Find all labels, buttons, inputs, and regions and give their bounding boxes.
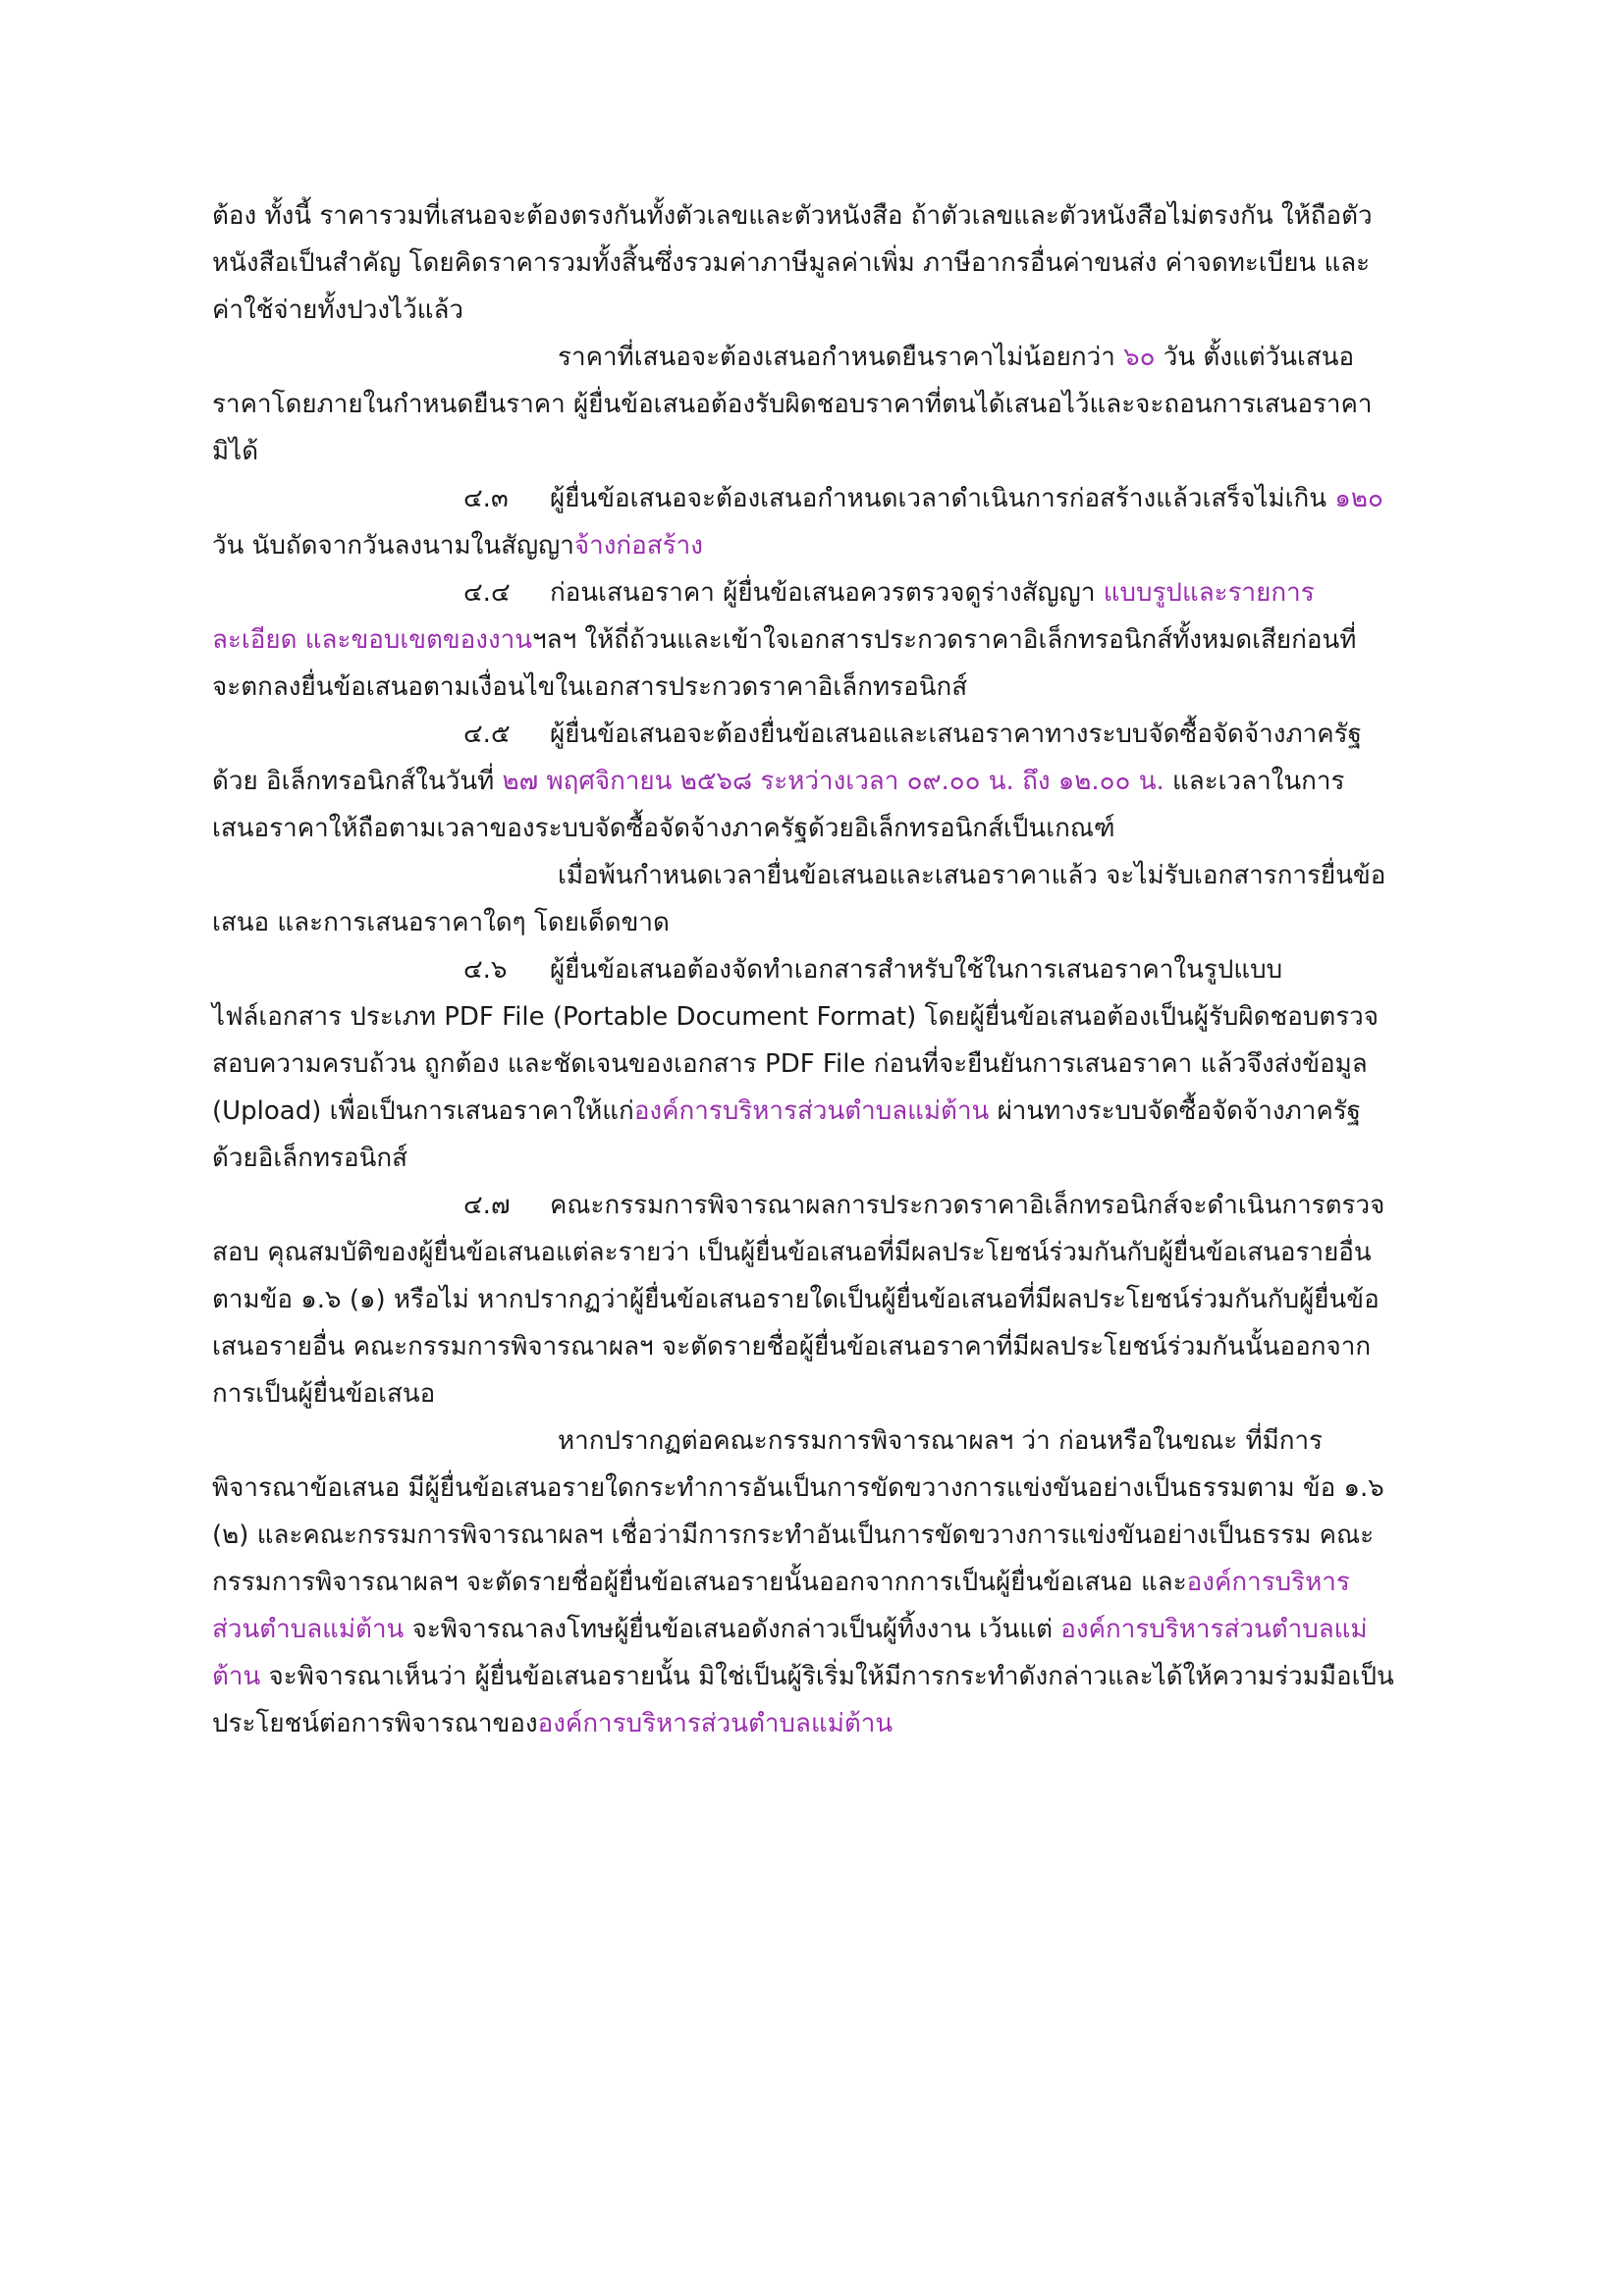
paragraph-line (212, 616, 1449, 664)
clause-number: ๔.๗ (463, 1191, 511, 1220)
highlighted-text: ๖๐ (1123, 343, 1156, 372)
paragraph-line (212, 664, 1449, 711)
text-segment: การเป็นผู้ยื่นข้อเสนอ (212, 1379, 436, 1409)
paragraph-line (212, 428, 1449, 475)
text-segment: ก่อนเสนอราคา ผู้ยื่นข้อเสนอควรตรวจดูร่างสัญญา (550, 578, 1104, 608)
highlighted-text: ๑๒๐ (1334, 484, 1383, 513)
highlighted-text: องค์การบริหารส่วนตำบลแม่ต้าน (537, 1709, 893, 1738)
text-segment: จะพิจารณาเห็นว่า ผู้ยื่นข้อเสนอรายนั้น มิใช่เป็นผู้ริเริ่มให้มีการกระทำดังกล่าวและได้ให้ความร่วมมือเป็น (260, 1662, 1394, 1691)
text-segment: (Upload) เพื่อเป็นการเสนอราคาให้แก่ (212, 1096, 634, 1126)
paragraph-line (212, 899, 1449, 946)
paragraph-line (212, 192, 1449, 240)
paragraph-line (212, 1700, 1449, 1747)
document-body (212, 192, 1449, 1747)
paragraph-line (212, 758, 1449, 805)
clause-number: ๔.๖ (463, 955, 508, 985)
text-segment: ประโยชน์ต่อการพิจารณาของ (212, 1709, 538, 1738)
text-segment: ตามข้อ ๑.๖ (๑) หรือไม่ หากปรากฏว่าผู้ยื่นข้อเสนอรายใดเป็นผู้ยื่นข้อเสนอที่มีผลประโยชน์ร่วมกันกับผู้ยื่นข้อ (212, 1285, 1380, 1314)
text-segment: ฯลฯ ให้ถี่ถ้วนและเข้าใจเอกสารประกวดราคาอิเล็กทรอนิกส์ทั้งหมดเสียก่อนที่ (532, 625, 1357, 655)
clause-heading-line (212, 946, 1449, 993)
text-segment: ราคาโดยภายในกำหนดยืนราคา ผู้ยื่นข้อเสนอต้องรับผิดชอบราคาที่ตนได้เสนอไว้และจะถอนการเสนอราคา (212, 390, 1373, 419)
paragraph-line (212, 1088, 1449, 1135)
text-segment: กรรมการพิจารณาผลฯ จะตัดรายชื่อผู้ยื่นข้อเสนอรายนั้นออกจากการเป็นผู้ยื่นข้อเสนอ และ (212, 1568, 1187, 1597)
highlighted-text: ละเอียด และขอบเขตของงาน (212, 625, 533, 655)
highlighted-text: จ้างก่อสร้าง (573, 531, 703, 561)
paragraph-line (212, 1323, 1449, 1370)
paragraph-line (212, 1559, 1449, 1606)
paragraph-line (212, 522, 1449, 569)
paragraph-line (212, 334, 1449, 381)
text-segment: เสนอ และการเสนอราคาใดๆ โดยเด็ดขาด (212, 908, 670, 937)
clause-number: ๔.๔ (463, 578, 511, 608)
clause-number: ๔.๓ (463, 484, 509, 513)
paragraph-line (212, 1417, 1449, 1465)
text-segment: หนังสือเป็นสำคัญ โดยคิดราคารวมทั้งสิ้นซึ่งรวมค่าภาษีมูลค่าเพิ่ม ภาษีอากรอื่นค่าขนส่ง ค่าจดทะเบียน และ (212, 248, 1371, 278)
highlighted-text: ส่วนตำบลแม่ต้าน (212, 1615, 405, 1644)
text-segment: ต้อง ทั้งนี้ ราคารวมที่เสนอจะต้องตรงกันทั้งตัวเลขและตัวหนังสือ ถ้าตัวเลขและตัวหนังสือไม่ตรงกัน ให้ถือตัว (212, 201, 1373, 231)
highlighted-text: ต้าน (212, 1662, 261, 1691)
text-segment: เมื่อพ้นกำหนดเวลายื่นข้อเสนอและเสนอราคาแล้ว จะไม่รับเอกสารการยื่นข้อ (558, 861, 1386, 890)
clause-heading-line (212, 711, 1449, 758)
paragraph-line (212, 1465, 1449, 1512)
text-segment: จะพิจารณาลงโทษผู้ยื่นข้อเสนอดังกล่าวเป็นผู้ทิ้งงาน เว้นแต่ (404, 1615, 1061, 1644)
paragraph-line (212, 381, 1449, 428)
paragraph-line (212, 1041, 1449, 1088)
text-segment: ไฟล์เอกสาร ประเภท PDF File (Portable Document Format) โดยผู้ยื่นข้อเสนอต้องเป็นผู้รับผิดชอบตรวจ (212, 1002, 1380, 1032)
text-segment: เสนอราคาให้ถือตามเวลาของระบบจัดซื้อจัดจ้างภาครัฐด้วยอิเล็กทรอนิกส์เป็นเกณฑ์ (212, 814, 1115, 843)
text-segment: เสนอรายอื่น คณะกรรมการพิจารณาผลฯ จะตัดรายชื่อผู้ยื่นข้อเสนอราคาที่มีผลประโยชน์ร่วมกันนั้นออกจาก (212, 1332, 1372, 1362)
text-segment: ผ่านทางระบบจัดซื้อจัดจ้างภาครัฐ (989, 1096, 1362, 1126)
paragraph-line (212, 287, 1449, 334)
text-segment: จะตกลงยื่นข้อเสนอตามเงื่อนไขในเอกสารประกวดราคาอิเล็กทรอนิกส์ (212, 672, 968, 702)
paragraph-line (212, 805, 1449, 852)
text-segment: วัน นับถัดจากวันลงนามในสัญญา (212, 531, 574, 561)
text-segment: (๒) และคณะกรรมการพิจารณาผลฯ เชื่อว่ามีการกระทำอันเป็นการขัดขวางการแข่งขันอย่างเป็นธรรม คณะ (212, 1521, 1375, 1550)
highlighted-text: ๒๗ พฤศจิกายน ๒๕๖๘ ระหว่างเวลา ๐๙.๐๐ น. ถึง ๑๒.๐๐ น. (502, 767, 1164, 796)
text-segment: มิได้ (212, 437, 259, 466)
highlighted-text: องค์การบริหาร (1186, 1568, 1350, 1597)
text-segment: หากปรากฏต่อคณะกรรมการพิจารณาผลฯ ว่า ก่อนหรือในขณะ ที่มีการ (558, 1426, 1324, 1456)
clause-heading-line (212, 569, 1449, 616)
paragraph-line (212, 1276, 1449, 1323)
paragraph-line (212, 1229, 1449, 1276)
clause-number: ๔.๕ (463, 720, 511, 749)
text-segment: พิจารณาข้อเสนอ มีผู้ยื่นข้อเสนอรายใดกระทำการอันเป็นการขัดขวางการแข่งขันอย่างเป็นธรรมตาม ข้อ ๑.๖ (212, 1473, 1384, 1503)
paragraph-line (212, 1135, 1449, 1182)
clause-heading-line (212, 1182, 1449, 1229)
text-segment: วัน ตั้งแต่วันเสนอ (1155, 343, 1355, 372)
paragraph-line (212, 1606, 1449, 1653)
paragraph-line (212, 993, 1449, 1041)
highlighted-text: แบบรูปและรายการ (1103, 578, 1315, 608)
paragraph-line (212, 1653, 1449, 1700)
text-segment: ด้วย อิเล็กทรอนิกส์ในวันที่ (212, 767, 503, 796)
paragraph-line (212, 240, 1449, 287)
highlighted-text: องค์การบริหารส่วนตำบลแม่ต้าน (633, 1096, 990, 1126)
text-segment: ผู้ยื่นข้อเสนอจะต้องยื่นข้อเสนอและเสนอราคาทางระบบจัดซื้อจัดจ้างภาครัฐ (550, 720, 1362, 749)
text-segment: ค่าใช้จ่ายทั้งปวงไว้แล้ว (212, 295, 464, 325)
text-segment: และเวลาในการ (1164, 767, 1345, 796)
text-segment: ราคาที่เสนอจะต้องเสนอกำหนดยืนราคาไม่น้อยกว่า (558, 343, 1124, 372)
paragraph-line (212, 1370, 1449, 1417)
text-segment: ด้วยอิเล็กทรอนิกส์ (212, 1144, 407, 1173)
highlighted-text: องค์การบริหารส่วนตำบลแม่ (1060, 1615, 1368, 1644)
text-segment: ผู้ยื่นข้อเสนอจะต้องเสนอกำหนดเวลาดำเนินการก่อสร้างแล้วเสร็จไม่เกิน (550, 484, 1335, 513)
text-segment: สอบความครบถ้วน ถูกต้อง และชัดเจนของเอกสาร PDF File ก่อนที่จะยืนยันการเสนอราคา แล้วจึงส่งข้อมูล (212, 1049, 1368, 1079)
text-segment: สอบ คุณสมบัติของผู้ยื่นข้อเสนอแต่ละรายว่า เป็นผู้ยื่นข้อเสนอที่มีผลประโยชน์ร่วมกันกับผู้ยื่นข้อเสนอรายอื่น (212, 1238, 1372, 1267)
clause-heading-line (212, 475, 1449, 522)
text-segment: คณะกรรมการพิจารณาผลการประกวดราคาอิเล็กทรอนิกส์จะดำเนินการตรวจ (550, 1191, 1385, 1220)
paragraph-line (212, 1512, 1449, 1559)
text-segment: ผู้ยื่นข้อเสนอต้องจัดทำเอกสารสำหรับใช้ในการเสนอราคาในรูปแบบ (550, 955, 1283, 985)
paragraph-line (212, 852, 1449, 899)
